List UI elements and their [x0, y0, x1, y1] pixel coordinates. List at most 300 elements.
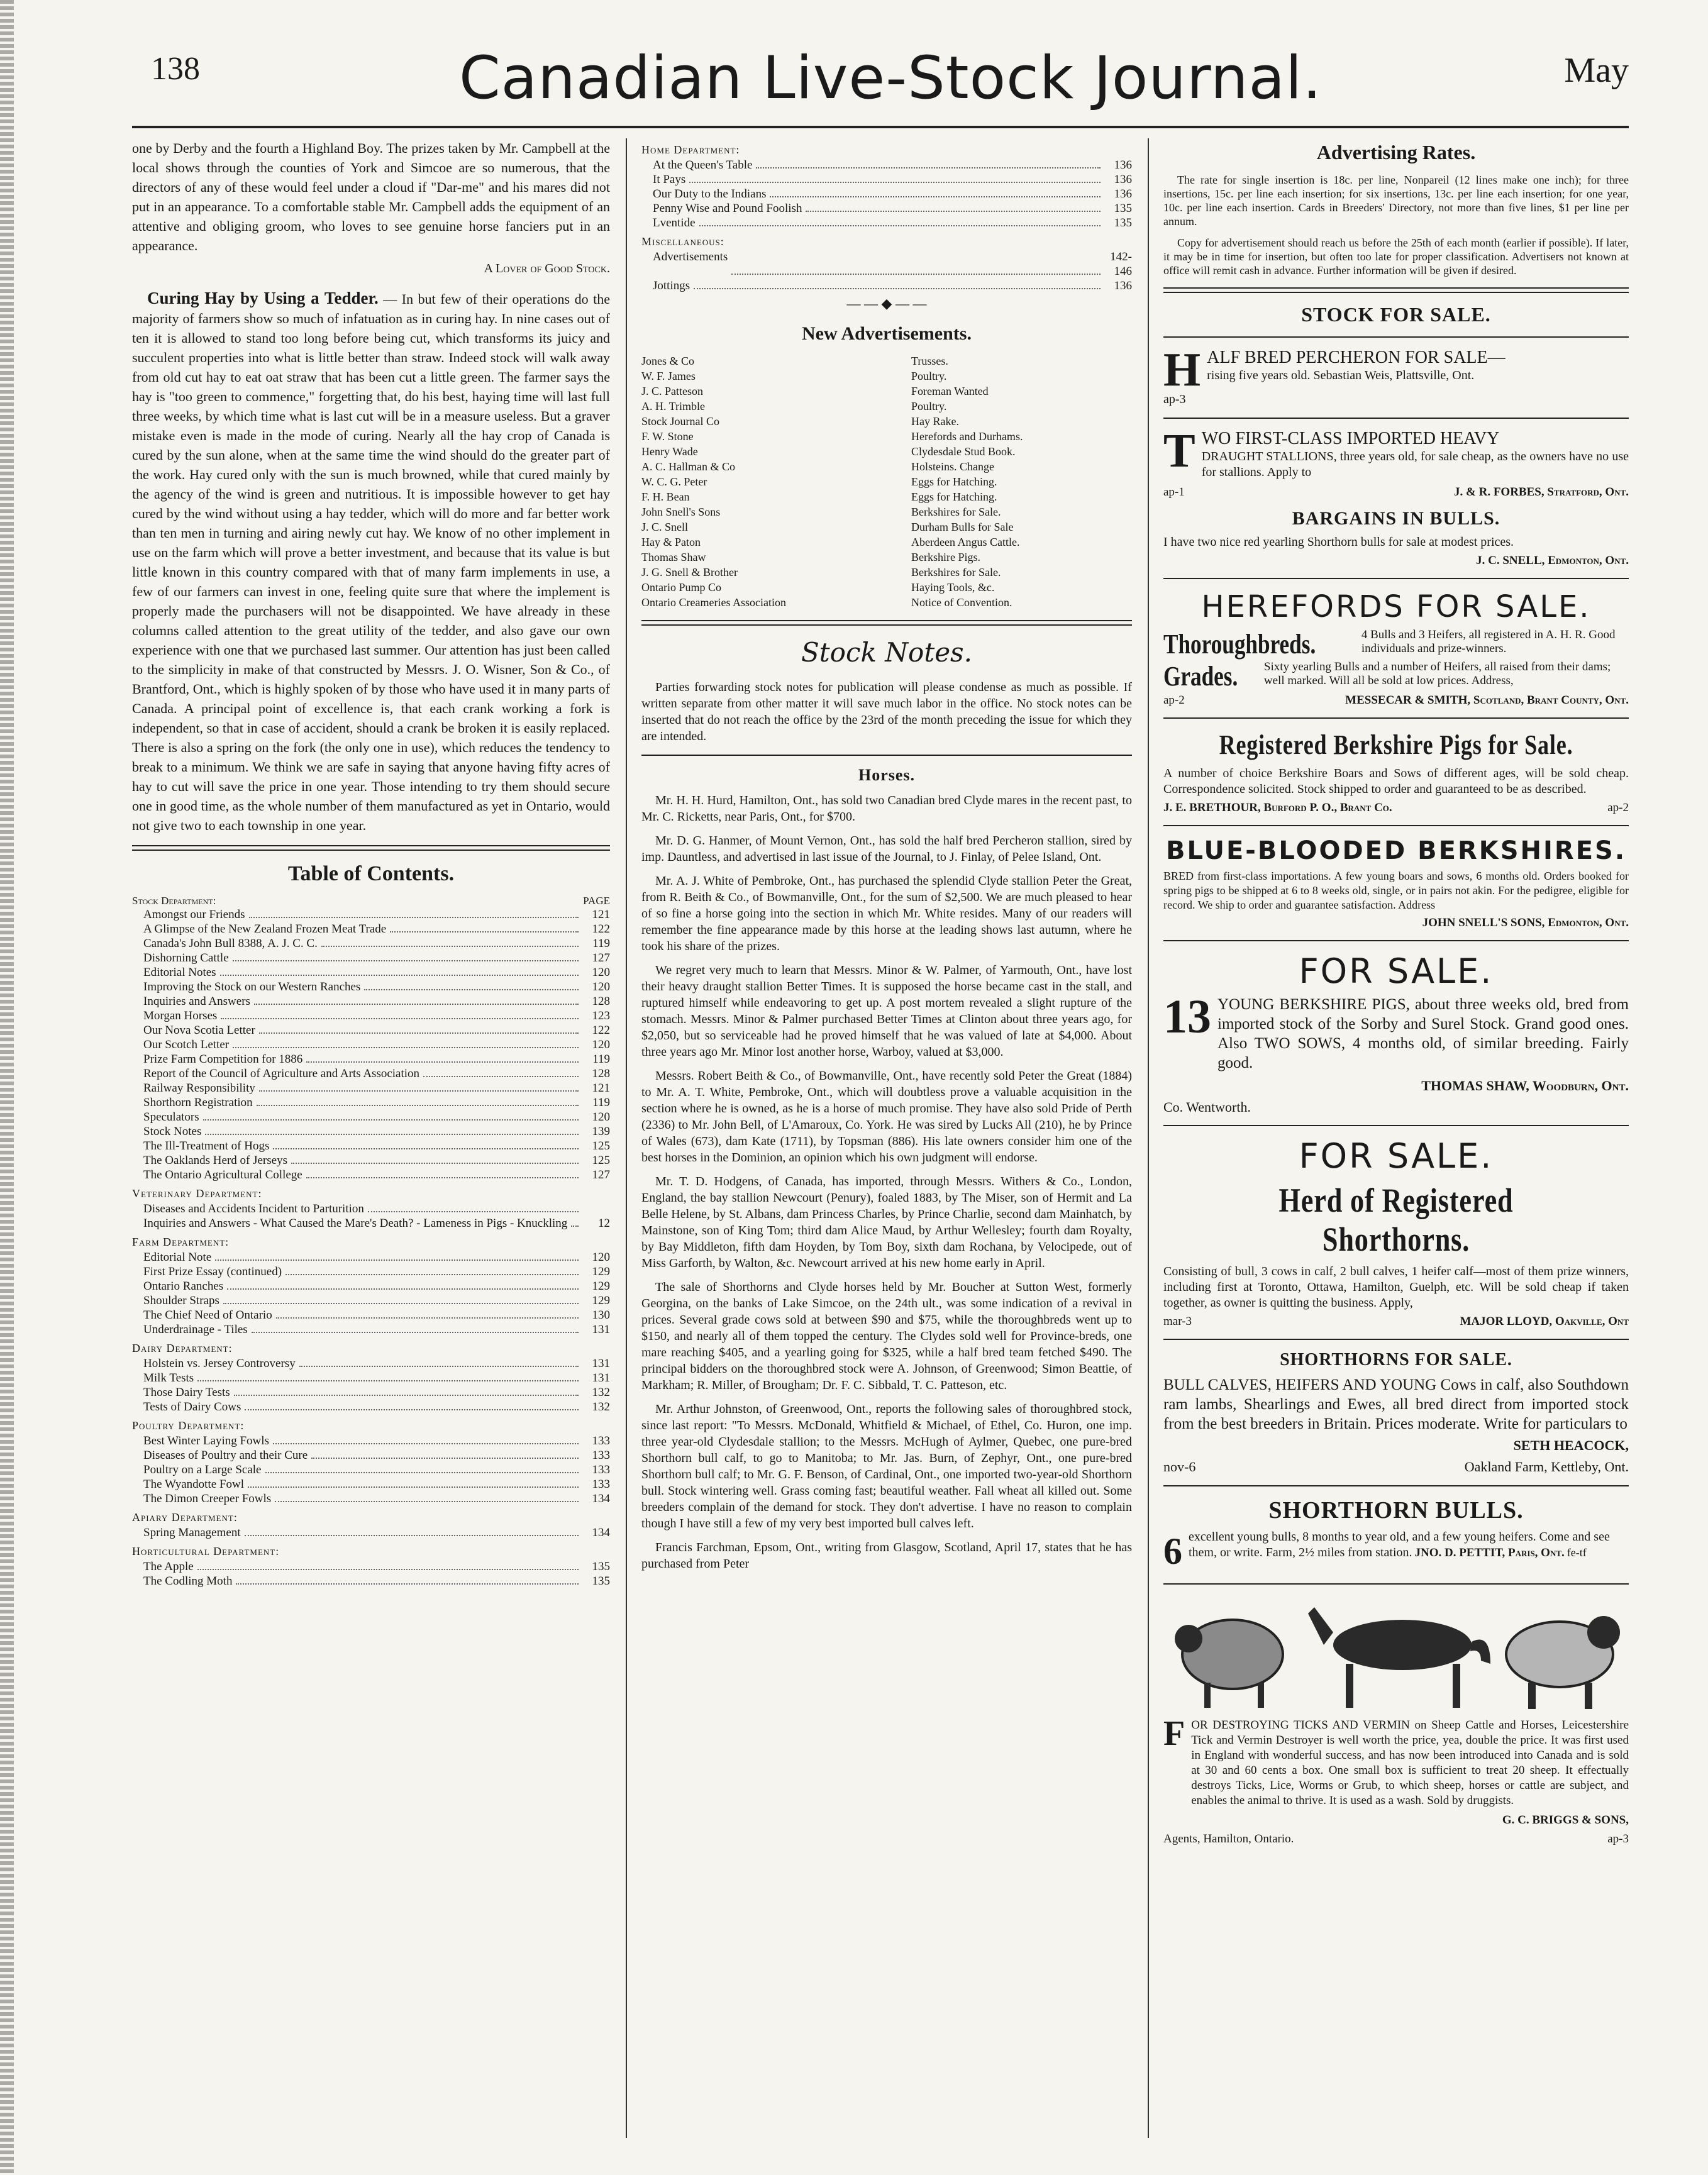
issue-month: May [1564, 51, 1629, 90]
advertisement-subject: Haying Tools, &c. [911, 581, 995, 594]
toc-entry-title: Inquiries and Answers [143, 995, 250, 1008]
ad-signature: MESSECAR & SMITH, Scotland, Brant County, Ont. [1345, 694, 1629, 707]
berkshire-pigs-title: Registered Berkshire Pigs for Sale. [1219, 729, 1573, 760]
toc-entry [641, 201, 1132, 216]
ad-code: nov-6 [1163, 1459, 1196, 1475]
berkshire-pigs-ad [1163, 990, 1629, 1076]
toc-entry-title: Milk Tests [143, 1371, 194, 1385]
toc-leader-dots [364, 980, 579, 990]
toc-entry-page: 129 [592, 1265, 610, 1278]
toc-entry-page: 135 [1114, 202, 1132, 215]
advertisement-subject: Clydesdale Stud Book. [911, 445, 1016, 458]
ad-signature-row [1163, 1315, 1629, 1329]
ad-signature-row [1163, 485, 1629, 499]
toc-entry-title: Diseases of Poultry and their Cure [143, 1449, 308, 1462]
toc-leader-dots [699, 216, 1101, 226]
toc-entry-title: Prize Farm Competition for 1886 [143, 1053, 303, 1066]
journal-title: Canadian Live-Stock Journal. [459, 44, 1323, 113]
stock-notes-title: Stock Notes. [801, 637, 972, 668]
toc-entry-title: First Prize Essay (continued) [143, 1265, 282, 1278]
ad-signature: SETH HEACOCK, [1513, 1437, 1629, 1453]
thoroughbreds-text: 4 Bulls and 3 Heifers, all registered in A. H. R. Good individuals and prize-winners. [1361, 628, 1616, 655]
shorthorns-text: BULL CALVES, HEIFERS AND YOUNG Cows in calf, also Southdown ram lambs, Shearlings and Ewes, all bred direct from imported stock from the best breeders in Britain. Prices moderate. Write for particulars to [1163, 1376, 1629, 1432]
new-advertisements-title: New Advertisements. [802, 323, 972, 344]
toc-entry-title: The Ill-Treatment of Hogs [143, 1139, 270, 1153]
ad-signature: JOHN SNELL'S SONS, Edmonton, Ont. [1422, 916, 1629, 929]
toc-page-label: PAGE [583, 895, 610, 907]
toc-entry-page: 125 [592, 1154, 610, 1167]
toc-entry-title: Those Dairy Tests [143, 1386, 230, 1399]
toc-entry-title: Shorthorn Registration [143, 1096, 253, 1109]
advertiser-name: Henry Wade [641, 445, 698, 458]
toc-entry-title: Our Scotch Letter [143, 1038, 230, 1051]
masthead-rule [132, 126, 1629, 128]
toc-entry [132, 936, 610, 951]
toc-entry-page: 135 [592, 1575, 610, 1588]
toc-entry-page: 132 [592, 1386, 610, 1399]
advertiser-name: Ontario Creameries Association [641, 596, 786, 609]
toc-leader-dots [249, 907, 579, 918]
toc-entry [132, 1400, 610, 1414]
toc-entry [132, 1448, 610, 1463]
toc-entry-page: 12 [598, 1217, 610, 1230]
stock-note-paragraph: Mr. T. D. Hodgens, of Canada, has imported, through Messrs. Withers & Co., London, England, the bay stallion Newcourt (Penury), foaled 1883, by The Miser, son of Hermit and La Belle Helene, by St. Albans, dam Princess Charles, by Prince Charlie, second dam Mainhatch, by Mainstone, son of King Tom; third dam Alice Maud, by Arthur Wellesley; fourth dam Royalty, by Bay Middleton, fifth dam Hoyden, by Tom Boy, sixth dam Rochana, by Velocipede, out of Miss Garforth, by Walton, &c. Newcourt arrived at his new home early in April. [641, 1175, 1132, 1270]
toc-entry [132, 1308, 610, 1322]
toc-leader-dots [770, 187, 1101, 197]
toc-entry-title: Speculators [143, 1110, 199, 1124]
toc-entry-page: 127 [592, 1168, 610, 1182]
toc-entry [132, 1202, 610, 1216]
toc-leader-dots [265, 1463, 579, 1473]
toc-entry-page: 119 [592, 1053, 610, 1066]
new-advertisement-entry [641, 580, 1132, 595]
toc-leader-dots [423, 1066, 579, 1077]
advertiser-name: J. C. Snell [641, 521, 689, 533]
toc-entry-title: Improving the Stock on our Western Ranches [143, 980, 361, 993]
toc-entry-page: 120 [592, 1110, 610, 1124]
toc-group-label: Farm Department: [132, 1236, 230, 1248]
ad-body-text: excellent young bulls, 8 months to year old, and a few young heifers. Come and see them, or write. Farm, 2½ miles from station. [1189, 1530, 1610, 1559]
advertiser-name: Stock Journal Co [641, 415, 719, 428]
stock-notes-paragraphs [641, 792, 1132, 1572]
advertiser-name: Jones & Co [641, 355, 695, 367]
advertiser-name: Ontario Pump Co [641, 581, 722, 594]
stock-note-paragraph: Messrs. Robert Beith & Co., of Bowmanville, Ont., have recently sold Peter the Great (1884) to Mr. A. T. White, Pembroke, Ont., which will doubtless prove a valuable acquisition in the section where he is owned, as he is a horse of much promise. They have also sold Pride of Perth (2336) to Mr. John Bell, of L'Amaroux, Co. York. He was sired by Lucks All (210), he by Prince of Wales (673), dam Kate (1711), by Topsman (886). His late owners consider him one of the best horses in the Dominion, an opinion which his own judgment will endorse. [641, 1069, 1132, 1165]
toc-entry-page [582, 1202, 610, 1216]
toc-entry-page: 129 [592, 1280, 610, 1293]
new-advertisement-entry [641, 550, 1132, 565]
toc-entry-page: 131 [592, 1357, 610, 1370]
toc-entry [641, 216, 1132, 230]
new-advertisement-entry [641, 534, 1132, 550]
toc-entry [132, 951, 610, 965]
toc-entry-page: 122 [592, 1024, 610, 1037]
toc-entry [132, 1139, 610, 1153]
new-advertisement-entry [641, 565, 1132, 580]
toc-leader-dots [291, 1153, 579, 1164]
toc-entry-title: Best Winter Laying Fowls [143, 1434, 269, 1447]
toc-entry-title: At the Queen's Table [653, 158, 753, 172]
divider [1163, 1485, 1629, 1486]
toc-entry [132, 1110, 610, 1124]
toc-entry-title: Penny Wise and Pound Foolish [653, 202, 802, 215]
advertiser-name: A. C. Hallman & Co [641, 460, 735, 473]
toc-entry [132, 1153, 610, 1168]
toc-leader-dots [245, 1400, 579, 1410]
advertiser-name: Thomas Shaw [641, 551, 706, 563]
toc-leader-dots [252, 1322, 579, 1333]
toc-entry [132, 1066, 610, 1081]
percheron-ad [1163, 343, 1629, 396]
ad-body-text: DRAUGHT STALLIONS, three years old, for sale cheap, as the owners have no use for stallions. Apply to [1201, 450, 1629, 479]
ad-code: ap-3 [1607, 1832, 1629, 1846]
stock-note-paragraph: Mr. H. H. Hurd, Hamilton, Ont., has sold two Canadian bred Clyde mares in the recent past, to Mr. C. Ricketts, near Paris, Ont., for $700. [641, 794, 1132, 824]
toc-entry-title: The Dimon Creeper Fowls [143, 1492, 272, 1505]
toc-entry-page: 133 [592, 1463, 610, 1476]
ad-code: ap-2 [1163, 694, 1185, 707]
toc-group-label: Veterinary Department: [132, 1187, 262, 1200]
toc-leader-dots [273, 1139, 579, 1149]
toc-entry [132, 1124, 610, 1139]
toc-entry [132, 994, 610, 1009]
advertiser-name: W. C. G. Peter [641, 475, 707, 488]
toc-entry-page: 119 [592, 1096, 610, 1109]
new-advertisement-entry [641, 489, 1132, 504]
toc-entry [132, 1250, 610, 1265]
toc-entry-title: Canada's John Bull 8388, A. J. C. C. [143, 937, 318, 950]
grades-label: Grades. [1163, 661, 1238, 692]
article-signature: A Lover of Good Stock. [484, 262, 610, 275]
toc-entry-page: 133 [592, 1449, 610, 1462]
for-sale-title: FOR SALE. [1299, 951, 1494, 991]
toc-leader-dots [321, 936, 579, 947]
toc-entry [132, 1265, 610, 1279]
toc-entry [132, 1356, 610, 1371]
toc-entry-title: A Glimpse of the New Zealand Frozen Meat Trade [143, 922, 387, 936]
toc-leader-dots [205, 1124, 579, 1135]
toc-entry-title: Our Nova Scotia Letter [143, 1024, 255, 1037]
advertisement-subject: Herefords and Durhams. [911, 430, 1023, 443]
toc-leader-dots [215, 1250, 579, 1261]
advertisement-subject: Berkshires for Sale. [911, 566, 1001, 578]
advertisement-subject: Notice of Convention. [911, 596, 1012, 609]
ad-signature: JNO. D. PETTIT, Paris, Ont. [1414, 1546, 1565, 1559]
advertisement-subject: Berkshire Pigs. [911, 551, 980, 563]
toc-leader-dots [689, 172, 1101, 183]
toc-entry [132, 922, 610, 936]
divider [1163, 1583, 1629, 1585]
divider [641, 620, 1132, 626]
toc-entry-page: 121 [592, 1082, 610, 1095]
toc-entry-page: 136 [1114, 158, 1132, 172]
advertiser-name: F. H. Bean [641, 490, 690, 503]
divider [1163, 1125, 1629, 1126]
drop-cap: T [1163, 424, 1195, 477]
toc-leader-dots [311, 1448, 579, 1459]
ad-signature-row [1163, 1813, 1629, 1827]
toc-leader-dots [234, 1385, 579, 1396]
toc-entry-title: Spring Management [143, 1526, 241, 1539]
column-2 [641, 138, 1132, 1580]
advertiser-name: John Snell's Sons [641, 506, 721, 518]
toc-entry-page: 133 [592, 1478, 610, 1491]
toc-entry [132, 1463, 610, 1477]
divider [1163, 287, 1629, 293]
toc-leader-dots [275, 1492, 579, 1502]
toc-entry-page: 121 [592, 908, 610, 921]
toc-leader-dots [245, 1525, 579, 1536]
toc-entry [132, 1009, 610, 1023]
new-advertisement-entry [641, 368, 1132, 384]
toc-entry [641, 250, 1132, 279]
table-of-contents-continued [641, 143, 1132, 293]
stock-note-paragraph: Mr. D. G. Hanmer, of Mount Vernon, Ont., has sold the half bred Percheron stallion, sired by imp. Dauntless, and advertised in last issue of the Journal, to J. Finlay, of Pelee Island, Ont. [641, 834, 1132, 864]
new-advertisement-entry [641, 595, 1132, 610]
toc-leader-dots [259, 1081, 579, 1092]
toc-group-label: Stock Department: [132, 895, 216, 907]
herd-text: Consisting of bull, 3 cows in calf, 2 bull calves, 1 heifer calf—most of them prize winners, including first at Toronto, Ottawa, Hamilton, Guelph, etc. Will be sold cheap if taken together, as owner is quitting the business. Apply, [1163, 1265, 1629, 1310]
new-advertisement-entry [641, 504, 1132, 519]
toc-leader-dots [221, 1009, 579, 1019]
page-binding-edge [0, 0, 14, 2175]
ad-signature-row [1163, 554, 1629, 568]
drop-cap: F [1163, 1714, 1185, 1753]
advertisement-subject: Berkshires for Sale. [911, 506, 1001, 518]
new-advertisement-entry [641, 399, 1132, 414]
divider [1163, 940, 1629, 941]
toc-entry-page: 134 [592, 1492, 610, 1505]
toc-leader-dots [756, 158, 1101, 169]
masthead [132, 44, 1629, 119]
toc-leader-dots [233, 951, 579, 961]
stock-note-paragraph: We regret very much to learn that Messrs. Minor & W. Palmer, of Yarmouth, Ont., have lost their heavy draught stallion Better Times. It is supposed the horse became cast in the stall, and ruptured himself while endeavoring to get up. A post mortem revealed a slight rupture of the stomach. Messrs. Minor & Palmer purchased Better Times at Clinton about three years ago, for $2,050, but so serviceable had he proved himself that he was valued of late at $4,000. About three years ago Mr. Minor lost another horse, Warboy, valued at $3,000. [641, 963, 1132, 1059]
blue-blooded-title: BLUE-BLOODED BERKSHIRES. [1165, 836, 1627, 865]
toc-entry [132, 1293, 610, 1308]
toc-entry-title: Jottings [653, 279, 690, 292]
toc-entry-page: 127 [592, 951, 610, 965]
column-divider [626, 138, 627, 2138]
ad-signature: MAJOR LLOYD, Oakville, Ont [1460, 1315, 1629, 1328]
toc-entry-title: Underdrainage - Tiles [143, 1323, 248, 1336]
shorthorns-for-sale-title: SHORTHORNS FOR SALE. [1280, 1350, 1512, 1370]
toc-entry-page: 129 [592, 1294, 610, 1307]
table-of-contents [132, 895, 610, 1588]
article-continuation: one by Derby and the fourth a Highland Boy. The prizes taken by Mr. Campbell at the local shows through the counties of York and Simcoe are so numerous, that the directors of any of these would feel under a cloud if "Dar-me" and his mares did not put in an appearance. To a comfortable stable Mr. Campbell adds the equipment of an attentive and obliging groom, who loves to see genuine horse fanciers put in an appearance. [132, 140, 610, 253]
toc-leader-dots [233, 1038, 579, 1048]
toc-entry-page: 128 [592, 1067, 610, 1080]
toc-leader-dots [227, 1279, 579, 1290]
toc-group-label: Horticultural Department: [132, 1545, 280, 1558]
divider [1163, 336, 1629, 338]
toc-entry-page: 119 [592, 937, 610, 950]
drop-number: 13 [1163, 990, 1211, 1043]
toc-entry-page: 131 [592, 1371, 610, 1385]
ad-code: mar-3 [1163, 1315, 1192, 1328]
advertisement-subject: Poultry. [911, 400, 947, 412]
curing-hay-article: Curing Hay by Using a Tedder. — In but few of their operations do the majority of farmers show so much of infatuation as in curing hay. In nine cases out of ten it is allowed to stand too long before being cut, which transforms its juicy and succulent properties into what is little better than straw. Indeed stock will walk away from old cut hay to eat oat straw that has been cut a little green. The farmer says the hay is "too green to commence," forgetting that, do his best, haying time will last full three weeks, by which time what is last cut will be in a measure useless. But a graver mistake even is made in the mode of curing. Nearly all the hay crop of Canada is cured by the sun alone, when at the same time the wind should do the greater part of the work. Hay cured only with the sun is much browned, while that cured mainly by the agency of the wind is green and nutritious. It is impossible however to get hay cured by the wind without using a hay tedder, which will do more and far better work than ten men in turning and airing newly cut hay. We know of no other implement in use on the farm which will prove a better investment, and because that its value is but little known in this country compared with that of many farm implements in use, a few of our farmers can invest in one, feeling quite sure that where the implement is properly made the purchasers will not be disappointed. We have already in these columns called attention to the great utility of the tedder, and also gave our own experience with one that we purchased last summer. Our attention has just been called to the simplicity in make of that constructed by Messrs. J. O. Wisner, Son & Co., of Brantford, Ont., which is highly spoken of by those who have used it in many parts of Canada. A principal point of excellence is, that each crank working a fork is independent, so that in case of accident, should a crank be broken it is easily replaced. There is also a spring on the fork (the only one in use), which reduces the tendency to break to a minimum. We think we are safe in saying that anyone having fifty acres of hay to cut will save the price in one year. Those intending to try them should secure one in good time, as the whole number of them manufactured as yet in Ontario, would not give two to each township in one year. [132, 289, 610, 833]
toc-entry-title: Our Duty to the Indians [653, 187, 767, 201]
toc-entry-page: 135 [1114, 216, 1132, 230]
divider [1163, 578, 1629, 579]
toc-entry [132, 1525, 610, 1540]
toc-entry-page: 131 [592, 1323, 610, 1336]
new-advertisements-list [641, 353, 1132, 610]
horses-heading: Horses. [858, 766, 916, 784]
grades-row [1163, 660, 1629, 692]
new-advertisement-entry [641, 459, 1132, 474]
toc-leader-dots [806, 201, 1101, 212]
toc-entry-title: Morgan Horses [143, 1009, 218, 1022]
ad-signature: THOMAS SHAW, Woodburn, Ont. [1421, 1078, 1629, 1093]
divider [1163, 825, 1629, 826]
ad-code: ap-1 [1163, 485, 1185, 499]
toc-entry-title: Dishorning Cattle [143, 951, 229, 965]
grades-text: Sixty yearling Bulls and a number of Heifers, all raised from their dams; well marked. Will all be sold at low prices. Address, [1263, 660, 1611, 687]
toc-entry-page: 125 [592, 1139, 610, 1153]
toc-entry-title: The Codling Moth [143, 1575, 233, 1588]
toc-entry-page: 136 [1114, 173, 1132, 186]
shorthorn-bulls-title: SHORTHORN BULLS. [1268, 1497, 1524, 1524]
toc-group-label: Dairy Department: [132, 1342, 233, 1354]
toc-leader-dots [571, 1216, 579, 1227]
toc-entry-title: The Apple [143, 1560, 194, 1573]
toc-entry [132, 1477, 610, 1492]
stock-note-paragraph: Mr. Arthur Johnston, of Greenwood, Ont., reports the following sales of thoroughbred stock, since last report: "To Messrs. McDonald, Whitfield & Michael, of Ethel, Co. Huron, one imp. three year-old Clydesdale stallion; to the Messrs. McHugh of Aylmer, Quebec, one pure-bred Shorthorn bull calf, to go to Manitoba; to Mr. Jas. Burn, of Zephyr, Ont., one pure-bred Shorthorn bull calf; to Mr. G. F. Benson, of Cardinal, Ont., one imported two-year-old Shorthorn bull. Stock wintering well. Grass coming fast; beautiful weather. Fall wheat all killed out. Some breeders complain of the demand for stock. They don't advertise. I have no reason to complain though I have still a few of my very best imported bull calves left. [641, 1402, 1132, 1530]
ad-lead-text: WO FIRST-CLASS IMPORTED HEAVY [1201, 429, 1500, 448]
toc-entry-page: 134 [592, 1526, 610, 1539]
toc-entry-title: Railway Responsibility [143, 1082, 255, 1095]
stock-note-paragraph: The sale of Shorthorns and Clyde horses held by Mr. Boucher at Sutton West, formerly Georgina, on the banks of Lake Simcoe, on the 24th ult., was some indication of a revival in prices. Several grade cows sold at between $90 and $75, while the thoroughbreds went up to $150, and nearly all of them topped the century. The Clydes sold well for Province-breds, one mare reaching $405, and a yearling going for $325, while a half bred team fetched $490. The principal bidders on the thoroughbred stock were A. Johnson, of Greenwood; Simon Beattie, of Markham; R. Miller, of Brougham; Dr. F. C. Sibbald, T. C. Patteson, etc. [641, 1280, 1132, 1392]
toc-entry [132, 1279, 610, 1293]
toc-group-header-row [132, 895, 610, 907]
ad-signature: J. & R. FORBES, Stratford, Ont. [1454, 485, 1629, 499]
toc-group-label: Miscellaneous: [641, 235, 724, 248]
advertiser-name: Hay & Paton [641, 536, 701, 548]
ad-body-text: OR DESTROYING TICKS AND VERMIN on Sheep Cattle and Horses, Leicestershire Tick and Vermin Destroyer is well worth the price, yea, double the price. It was first used in England with wonderful success, and has now been introduced into Canada and is sold at 30 and 60 cents a box. One small box is sufficient to treat 20 sheep. It effectually destroys Ticks, Lice, Worms or Grub, to which sheep, horses or cattle are subject, and enables the animal to thrive. It is used as a wash. Sold by druggists. [1191, 1718, 1629, 1807]
toc-leader-dots [197, 1371, 579, 1381]
toc-entry-page: 135 [592, 1560, 610, 1573]
toc-entry-page: 120 [592, 1038, 610, 1051]
berkshire-text: A number of choice Berkshire Boars and Sows of different ages, will be sold cheap. Correspondence solicited. Stock shipped to order and guaranteed to be as described. [1163, 767, 1629, 796]
toc-entry [132, 1038, 610, 1052]
advertisement-subject: Holsteins. Change [911, 460, 994, 473]
toc-leader-dots [306, 1168, 579, 1178]
toc-entry-title: The Chief Need of Ontario [143, 1309, 272, 1322]
toc-leader-dots [273, 1434, 579, 1444]
toc-entry-title: Editorial Notes [143, 966, 216, 979]
ad-lead-text: ALF BRED PERCHERON FOR SALE— [1207, 348, 1506, 367]
advertiser-name: F. W. Stone [641, 430, 694, 443]
toc-entry-title: Poultry on a Large Scale [143, 1463, 262, 1476]
ad-signature-row [1163, 1078, 1629, 1094]
new-advertisement-entry [641, 384, 1132, 399]
toc-entry-page: 136 [1114, 279, 1132, 292]
draught-stallions-ad [1163, 424, 1629, 484]
toc-leader-dots [276, 1308, 579, 1319]
shorthorn-bulls-ad [1163, 1529, 1629, 1573]
toc-entry [132, 1434, 610, 1448]
toc-entry-page: 123 [592, 1009, 610, 1022]
toc-entry [641, 187, 1132, 201]
advertiser-name: J. C. Patteson [641, 385, 704, 397]
advertising-rates-text-2: Copy for advertisement should reach us before the 25th of each month (earlier if possible). If later, it may be in time for insertion, but often too late for proper classification. Advertisers not known at office will remit cash in advance. Further information will be given if desired. [1163, 236, 1629, 277]
divider [1163, 1339, 1629, 1340]
ad-address: Agents, Hamilton, Ontario. [1163, 1832, 1294, 1846]
curing-hay-body: In but few of their operations do the majority of farmers show so much of infatuation as in curing hay. In nine cases out of ten it is allowed to stand too long before being cut, which transforms its juicy and succulent properties into what is little better than straw. Indeed stock will walk away from old cut hay to eat oat straw that has been cut a little green. The farmer says the hay is "too green to commence," forgetting that, do his best, haying time will last full three weeks, by which time what is last cut will be in a measure useless. But a graver mistake even is made in the mode of curing. Nearly all the hay crop of Canada is cured by the sun alone, when at the same time the wind should do the greater part of the work. Hay cured only with the sun is much browned, while that cured mainly by the agency of the wind is green and nutritious. It is impossible however to get hay cured by the wind without using a hay tedder, which will do more and far better work than ten men in turning and airing newly cut hay. We know of no other implement in use on the farm which will prove a better investment, and because that its value is but little known in this country compared with that of many farm implements in use, a few of our farmers can invest in one, feeling quite sure that where the implement is properly made the purchasers will not be disappointed. We have already in these columns called attention to the great utility of the tedder, and also gave our own experience with one that we purchased last summer. Our attention has just been called to the simplicity in make of that constructed by Messrs. J. O. Wisner, Son & Co., of Brantford, Ont., which is highly spoken of by those who have used it in many parts of Canada. A principal point of excellence is, that each crank working a fork is independent, so that in case of accident, should a crank be broken it is easily replaced. There is also a spring on the fork (the only one in use), which reduces the tendency to break to a minimum. We think we are safe in saying that anyone having fifty acres of hay to cut will save the price in one year. Those intending to try them should secure one in good time, as the whole number of them manufactured as yet in Ontario, would not give two to each township in one year. [132, 291, 610, 833]
toc-entry-title: Editorial Note [143, 1251, 212, 1264]
toc-entry [132, 1574, 610, 1588]
advertisement-subject: Eggs for Hatching. [911, 490, 997, 503]
ad-signature: G. C. BRIGGS & SONS, [1502, 1813, 1629, 1827]
toc-entry-title: It Pays [653, 173, 686, 186]
toc-entry-title: Advertisements [653, 250, 728, 263]
toc-title: Table of Contents. [287, 862, 455, 885]
toc-entry-page: 142-146 [1110, 250, 1132, 278]
advertisement-subject: Poultry. [911, 370, 947, 382]
toc-entry [132, 965, 610, 980]
bargains-text: I have two nice red yearling Shorthorn bulls for sale at modest prices. [1163, 535, 1514, 549]
new-advertisement-entry [641, 519, 1132, 534]
ad-code: ap-3 [1163, 392, 1186, 406]
ad-signature-row [1163, 694, 1629, 707]
thoroughbreds-row [1163, 628, 1629, 660]
toc-entry-page: 120 [592, 1251, 610, 1264]
ad-signature: J. E. BRETHOUR, Burford P. O., Brant Co. [1163, 801, 1392, 814]
bargains-in-bulls-title: BARGAINS IN BULLS. [1292, 508, 1500, 529]
toc-leader-dots [197, 1559, 579, 1570]
drop-number: 6 [1163, 1530, 1182, 1572]
herefords-title: HEREFORDS FOR SALE. [1201, 589, 1591, 624]
toc-entry [132, 1322, 610, 1337]
divider [641, 755, 1132, 756]
toc-entry-page: 120 [592, 966, 610, 979]
toc-entry-page: 139 [592, 1125, 610, 1138]
toc-entry-title: Report of the Council of Agriculture and Arts Association [143, 1067, 420, 1080]
ad-code: ap-2 [1607, 801, 1629, 814]
toc-entry [132, 1081, 610, 1095]
advertisement-subject: Durham Bulls for Sale [911, 521, 1014, 533]
curing-hay-heading: Curing Hay by Using a Tedder. [147, 289, 379, 307]
toc-entry-page: 130 [592, 1309, 610, 1322]
toc-group-label: Poultry Department: [132, 1419, 245, 1432]
toc-leader-dots [694, 279, 1101, 289]
newspaper-page [132, 44, 1629, 2138]
stock-notes-intro: Parties forwarding stock notes for publication will please condense as much as possible. If written separate from other matter it will save much labor in the office. No stock notes can be inserted that do not reach the office by the 23rd of the month preceding the issue for which they are intended. [641, 680, 1132, 743]
ornament-divider: — — ◆ — — [846, 296, 927, 311]
thoroughbreds-label: Thoroughbreds. [1163, 629, 1316, 660]
toc-entry-title: Diseases and Accidents Incident to Parturition [143, 1202, 364, 1215]
new-advertisement-entry [641, 444, 1132, 459]
toc-leader-dots [368, 1202, 579, 1212]
advertisement-subject: Hay Rake. [911, 415, 959, 428]
advertisement-subject: Eggs for Hatching. [911, 475, 997, 488]
herd-of-shorthorns-title: Herd of Registered Shorthorns. [1278, 1182, 1514, 1258]
ad-code: fe-tf [1567, 1546, 1587, 1559]
toc-leader-dots [299, 1356, 579, 1367]
sheep-horse-ox-illustration-icon [1163, 1595, 1629, 1714]
page-number: 138 [151, 51, 200, 87]
stock-note-paragraph: Mr. A. J. White of Pembroke, Ont., has purchased the splendid Clyde stallion Peter the Great, from R. Beith & Co., of Bowmanville, Ont., for the sum of $2,500. We are much pleased to hear of so fine a horse going into the section in which Mr. White resides. Many of our readers will remember the fine appearance made by this horse at the leading shows last autumn, where he took his share of the prizes. [641, 874, 1132, 953]
drop-cap: H [1163, 343, 1201, 396]
advertisement-subject: Aberdeen Angus Cattle. [911, 536, 1020, 548]
toc-entry-page: 128 [592, 995, 610, 1008]
toc-entry-title: Lventide [653, 216, 696, 230]
toc-group-label: Home Department: [641, 143, 740, 156]
toc-leader-dots [223, 1293, 579, 1304]
ad-signature-row [1163, 801, 1629, 815]
toc-entry-page: 132 [592, 1400, 610, 1414]
toc-entry [132, 1095, 610, 1110]
